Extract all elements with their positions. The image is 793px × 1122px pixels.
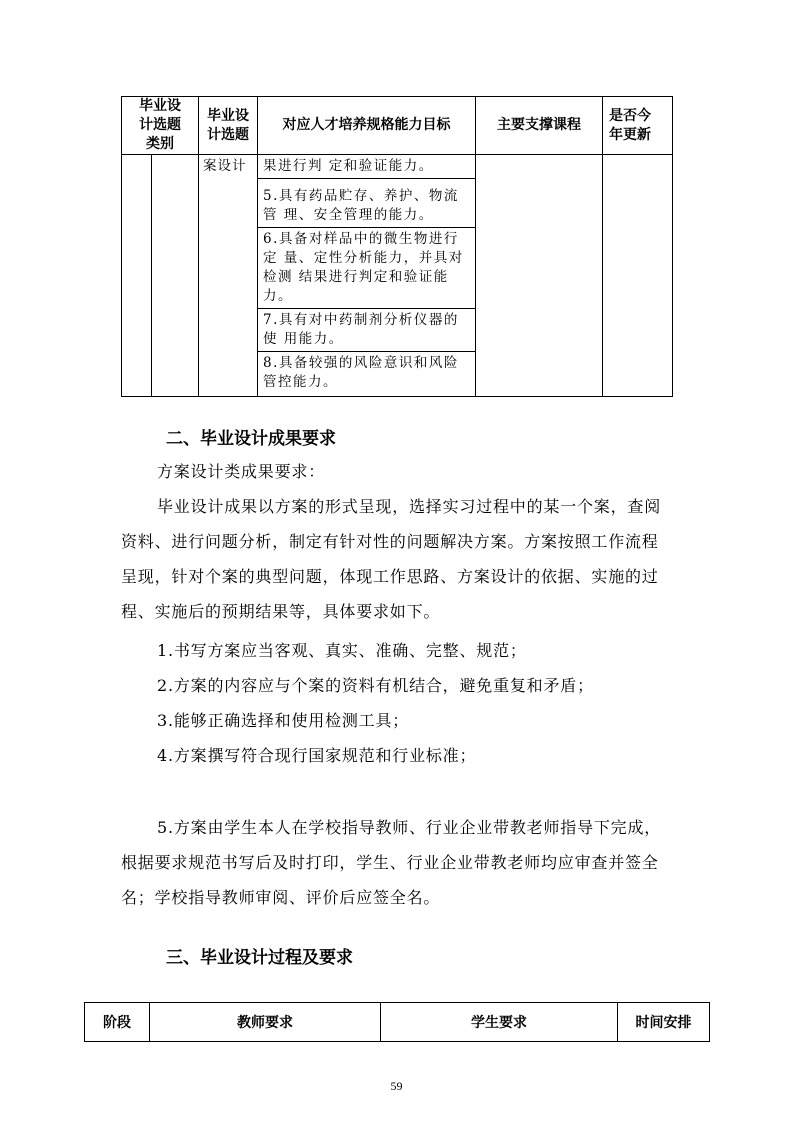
category-cell-b [152, 155, 199, 397]
list-item: 4.方案撰写符合现行国家规范和行业标准； [157, 746, 477, 765]
ability-item: 8.具备较强的风险意识和风险管控能力。 [258, 351, 475, 396]
header-category: 毕业设 计选题 类别 [122, 97, 199, 155]
ability-item: 7.具有对中药制剂分析仪器的使 用能力。 [258, 308, 475, 351]
course-cell [476, 155, 603, 397]
section-2-subtitle: 方案设计类成果要求： [157, 462, 326, 481]
ability-item: 5.具有药品贮存、养护、物流管 理、安全管理的能力。 [258, 178, 475, 227]
requirement-item-5: 5.方案由学生本人在学校指导教师、行业企业带教老师指导下完成，根据要求规范书写后及时打印，学生、行业企业带教老师均应审查并签全名；学校指导教师审阅、评价后应签全名。 [121, 818, 662, 907]
header-stage: 阶段 [85, 1003, 150, 1042]
header-updated: 是否今 年更新 [603, 97, 673, 155]
header-schedule: 时间安排 [618, 1003, 710, 1042]
updated-cell [603, 155, 673, 397]
section-2-intro: 毕业设计成果以方案的形式呈现，选择实习过程中的某一个案，查阅资料、进行问题分析，制定有针对性的问题解决方案。方案按照工作流程呈现，针对个案的典型问题，体现工作思路、方案设计的依据、实施的过程、实施后的预期结果等，具体要求如下。 [121, 497, 662, 621]
table-header-row [85, 1003, 710, 1042]
section-2-heading: 二、毕业设计成果要求 [166, 429, 336, 449]
list-item: 2.方案的内容应与个案的资料有机结合，避免重复和矛盾； [157, 676, 594, 695]
list-item: 3.能够正确选择和使用检测工具； [157, 711, 410, 730]
category-cell-a [122, 155, 152, 397]
table-row [122, 155, 673, 397]
ability-item: 6.具备对样品中的微生物进行定 量、定性分析能力，并具对检测 结果进行判定和验证能力。 [258, 227, 475, 308]
header-teacher-req: 教师要求 [150, 1003, 381, 1042]
capability-table [121, 96, 673, 397]
header-course: 主要支撑课程 [476, 97, 603, 155]
ability-item: 果进行判 定和验证能力。 [263, 158, 434, 174]
header-topic: 毕业设 计选题 [199, 97, 258, 155]
ability-cell [258, 155, 476, 397]
list-item: 1.书写方案应当客观、真实、准确、完整、规范； [157, 641, 527, 660]
topic-cell: 案设计 [199, 155, 258, 397]
process-table [84, 1002, 710, 1042]
section-3-heading: 三、毕业设计过程及要求 [166, 948, 353, 968]
header-ability: 对应人才培养规格能力目标 [258, 97, 476, 155]
table-header-row [122, 97, 673, 155]
page-number: 59 [390, 1079, 403, 1093]
requirement-list [121, 633, 672, 773]
header-student-req: 学生要求 [381, 1003, 618, 1042]
